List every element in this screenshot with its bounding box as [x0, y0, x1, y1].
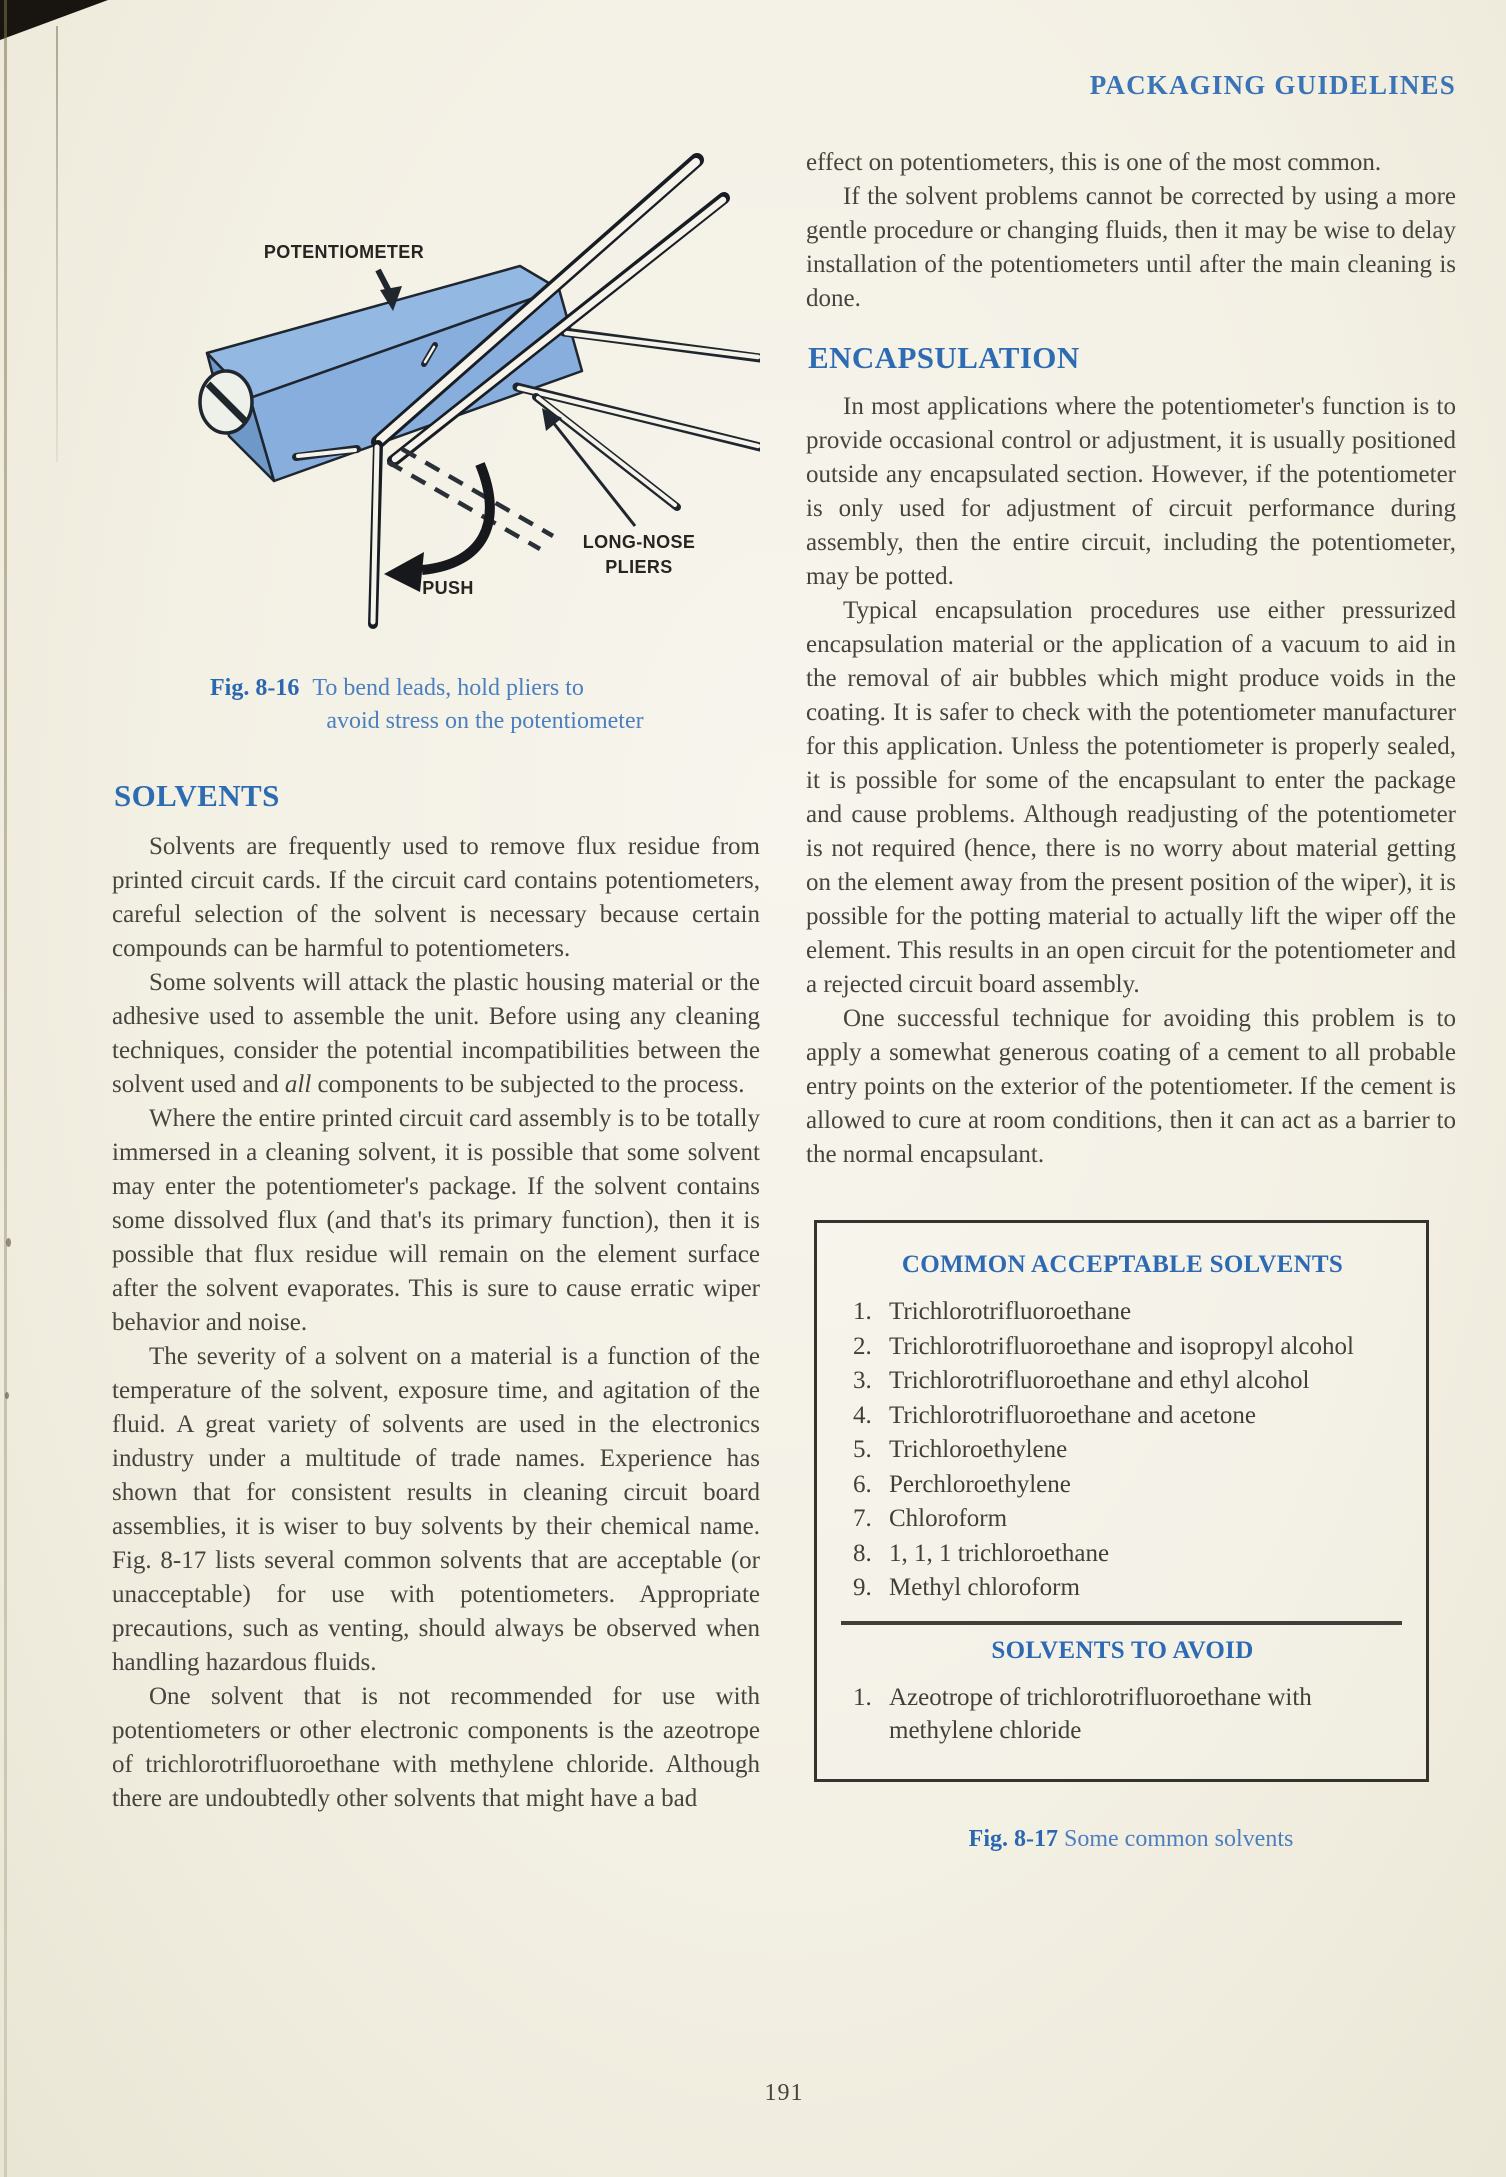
item-text: 1, 1, 1 trichloroethane [889, 1539, 1110, 1567]
potentiometer-label: POTENTIOMETER [263, 242, 425, 262]
bent-down-lead [373, 445, 378, 624]
paragraph-encapsulation-2: Typical encapsulation procedures use either pressurized encapsulation material or the application of a vacuum to aid in the removal of air bubbles which might produce voids in the coating. It is safer to check with the potentiometer manufacturer for this application. Unless the potentiometer is properly sealed, it is possible for some of the encapsulant to enter the package and cause problems. Although readjusting of the potentiometer is not required (hence, there is no worry about material getting on the element away from the present position of the wiper), it is possible for the potting material to actually lift the wiper off the element. This results in an open circuit for the potentiometer and a rejected circuit board assembly. [806, 597, 1456, 998]
encapsulation-heading: ENCAPSULATION [808, 340, 1080, 375]
item-number: 3. [853, 1367, 872, 1394]
paragraph-solvents-4: The severity of a solvent on a material is a function of the temperature of the solvent, exposure time, and agitation of the fluid. A great variety of solvents are used in the electronics industry under a multitude of trade names. Experience has shown that for consistent results in cleaning circuit board assemblies, it is wiser to buy solvents by their chemical name. Fig. 8-17 lists several common solvents that are acceptable (or unacceptable) for use with potentiometers. Appropriate precautions, such as venting, should always be observed when handling hazardous fluids. [112, 1343, 760, 1676]
left-column [112, 150, 760, 1816]
pliers-label-line1: LONG-NOSE [582, 532, 696, 552]
avoid-solvents-title: SOLVENTS TO AVOID [991, 1636, 1254, 1664]
item-number: 4. [853, 1401, 872, 1429]
item-text: Trichlorotrifluoroethane and ethyl alcohol [889, 1367, 1310, 1394]
paragraph-solvents-2 [112, 966, 760, 1102]
list-item [839, 1364, 1406, 1398]
paragraph-solvents-3: Where the entire printed circuit card assembly is to be totally immersed in a cleaning solvent, it is possible that some solvent may enter the potentiometer's package. If the solvent contains some dissolved flux (and that's its primary function), then it is possible that flux residue will remain on the element surface after the solvent evaporates. This is sure to cause erratic wiper behavior and noise. [112, 1105, 760, 1336]
page-number: 191 [764, 2080, 804, 2106]
item-number: 1. [853, 1298, 872, 1325]
list-item [839, 1537, 1406, 1571]
list-item [839, 1295, 1406, 1329]
scan-speck [6, 1238, 11, 1247]
table-divider [841, 1621, 1402, 1625]
item-number: 1. [853, 1683, 872, 1711]
list-item [839, 1330, 1406, 1364]
paragraph-solvent-problems: If the solvent problems cannot be corrected by using a more gentle procedure or changing fluids, then it may be wise to delay installation of the potentiometers until after the main cleaning is done. [806, 183, 1456, 312]
item-text: Methyl chloroform [889, 1574, 1080, 1601]
dashed-original-lead [388, 449, 553, 549]
item-number: 8. [853, 1539, 872, 1567]
item-text: Trichlorotrifluoroethane [889, 1298, 1132, 1325]
item-number: 6. [853, 1470, 872, 1498]
figure-8-16-number: Fig. 8-16 [210, 675, 300, 701]
acceptable-solvents-title: COMMON ACCEPTABLE SOLVENTS [901, 1251, 1344, 1278]
running-head: PACKAGING GUIDELINES [1089, 70, 1456, 100]
paragraph-text: components to be subjected to the process. [311, 1071, 745, 1098]
list-item [839, 1468, 1406, 1502]
paragraph-solvents-1: Solvents are frequently used to remove flux residue from printed circuit cards. If the circuit card contains potentiometers, careful selection of the solvent is necessary because certain compounds can be harmful to potentiometers. [112, 833, 760, 962]
paragraph-encapsulation-1: In most applications where the potentiometer's function is to provide occasional control or adjustment, it is usually positioned outside any encapsulated section. However, if the potentiometer is only used for adjustment of circuit performance during assembly, then the entire circuit, including the potentiometer, may be potted. [806, 393, 1456, 590]
page-edge-line [4, 0, 7, 2177]
paragraph-text: Some solvents will attack the plastic housing material or the adhesive used to assemble the unit. Before using any cleaning techniques, consider the potential incompatibilities between the solvent used and [112, 969, 760, 1098]
figure-8-17-number: Fig. 8-17 [968, 1825, 1058, 1852]
item-number: 2. [853, 1332, 872, 1360]
item-text: Trichlorotrifluoroethane and acetone [889, 1401, 1257, 1429]
push-arrow-icon [384, 464, 490, 592]
figure-8-17-caption-text: Some common solvents [1064, 1825, 1294, 1852]
item-text: Chloroform [889, 1505, 1008, 1532]
item-text: Trichloroethylene [889, 1436, 1068, 1463]
adjustment-screw [200, 371, 252, 433]
figure-8-17-caption [806, 1826, 1456, 1853]
scan-corner-artifact [0, 0, 108, 40]
item-text: Azeotrope of trichlorotrifluoroethane with methylene chloride [889, 1683, 1312, 1744]
italic-word: all [284, 1071, 312, 1098]
item-number: 7. [853, 1505, 872, 1532]
paragraph-encapsulation-3: One successful technique for avoiding this problem is to apply a somewhat generous coating of a cement to all probable entry points on the exterior of the potentiometer. If the cement is allowed to cure at room conditions, then it can act as a barrier to the normal encapsulant. [806, 1005, 1456, 1168]
figure-8-17-solvent-table [814, 1220, 1429, 1782]
push-label: PUSH [422, 578, 474, 598]
list-item [839, 1681, 1406, 1748]
item-text: Trichlorotrifluoroethane and isopropyl alcohol [889, 1332, 1354, 1360]
item-number: 5. [853, 1436, 872, 1463]
page-edge-line-short [56, 26, 58, 462]
paragraph-continuation: effect on potentiometers, this is one of the most common. [806, 149, 1382, 176]
list-item [839, 1502, 1406, 1536]
list-item [839, 1571, 1406, 1605]
list-item [839, 1399, 1406, 1433]
item-number: 9. [853, 1574, 872, 1601]
figure-8-16-illustration [112, 150, 760, 650]
paragraph-solvents-5: One solvent that is not recommended for use with potentiometers or other electronic components is the azeotrope of trichlorotrifluoroethane with methylene chloride. Although there are undoubtedly other solvents that might have a bad [112, 1683, 760, 1812]
list-item [839, 1433, 1406, 1467]
item-text: Perchloroethylene [889, 1470, 1071, 1498]
right-column [806, 146, 1456, 1853]
pliers-label-line2: PLIERS [605, 557, 673, 577]
scan-speck [5, 1392, 9, 1399]
figure-8-16-caption [112, 672, 760, 738]
solvents-heading: SOLVENTS [114, 778, 280, 813]
figure-8-16-caption-line1: To bend leads, hold pliers to [312, 675, 584, 701]
figure-8-16-caption-line2: avoid stress on the potentiometer [326, 708, 644, 734]
